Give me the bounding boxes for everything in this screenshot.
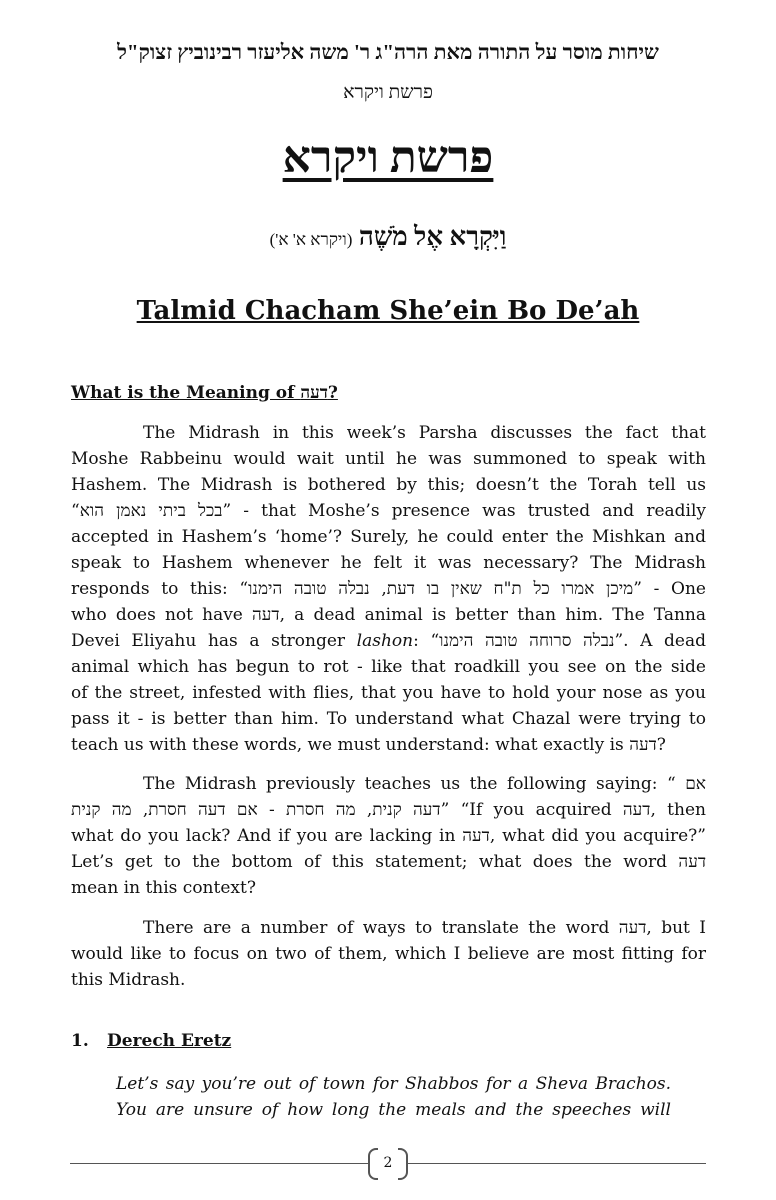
text-span: : “נבלה סרוחה טובה הימנו”. A dead [413,631,707,651]
list-label: Derech Eretz [107,1031,232,1051]
numbered-list-item [71,1031,231,1051]
text-line: who does not have דעה, a dead animal is better than him. The Tanna [71,605,706,625]
verse [0,222,776,252]
text-line: דעה קנית, מה חסרת - אם דעה חסרת, מה קנית” “If you acquired דעה, then [71,800,706,820]
text-line: mean in this context? [71,878,256,898]
paragraph-3 [71,915,706,993]
text-line: Let’s get to the bottom of this statement; what does the word דעה [71,852,706,872]
text-line: Moshe Rabbeinu would wait until he was summoned to speak with [71,449,706,469]
italic-word: lashon [356,631,414,651]
text-line: accepted in Hashem’s ‘home’? Surely, he could enter the Mishkan and [71,527,706,547]
section-heading-text: What is the Meaning of [71,383,301,403]
text-line: this Midrash. [71,970,186,990]
text-line: You are unsure of how long the meals and the speeches will [116,1100,671,1120]
text-line: The Midrash previously teaches us the following saying: “ אם [143,774,706,794]
text-line: pass it - is better than him. To understand what Chazal were trying to [71,709,706,729]
text-line: animal which has begun to rot - like that roadkill you see on the side [71,657,706,677]
text-line: The Midrash in this week’s Parsha discusses the fact that [143,423,706,443]
section-heading-end: ? [327,383,338,403]
section-heading [71,383,338,403]
section-heading-hebrew: דעה [300,383,328,402]
text-line: what do you lack? And if you are lacking in דעה, what did you acquire?” [71,826,706,846]
parsha-subheader: פרשת ויקרא [343,82,433,103]
text-line: of the street, infested with flies, that you have to hold your nose as you [71,683,706,703]
text-line: responds to this: “מיכן אמרו כל ת"ח שאין בו דעת, נבלה טובה הימנו” - One [71,579,706,599]
list-number: 1. [71,1031,89,1051]
page-title: פרשת ויקרא [282,133,494,182]
text-line: “בכל ביתי נאמן הוא” - that Moshe’s presence was trusted and readily [71,501,706,521]
paragraph-2 [71,771,706,901]
text-line: would like to focus on two of them, which I believe are most fitting for [71,944,706,964]
text-line: teach us with these words, we must understand: what exactly is דעה? [71,735,666,755]
text-line [71,628,706,654]
verse-reference: (ויקרא א' א') [269,230,353,249]
text-span: Devei Eliyahu has a stronger [71,631,357,651]
series-header: שיחות מוסר על התורה מאת הרה"ג ר' משה אליעזר רבינוביץ זצוק"ל [117,40,659,64]
page-number: 2 [368,1146,408,1180]
text-line: speak to Hashem whenever he felt it was necessary? The Midrash [71,553,706,573]
verse-text: וַיִּקְרָא אֶל מֹשֶׁה [358,222,507,251]
english-title: Talmid Chacham She’ein Bo De’ah [136,296,640,326]
text-line: There are a number of ways to translate the word דעה, but I [143,918,707,938]
italic-example [116,1071,671,1123]
paragraph-1 [71,420,706,758]
text-line: Hashem. The Midrash is bothered by this; doesn’t the Torah tell us [71,475,706,495]
text-line: Let’s say you’re out of town for Shabbos for a Sheva Brachos. [116,1074,671,1094]
